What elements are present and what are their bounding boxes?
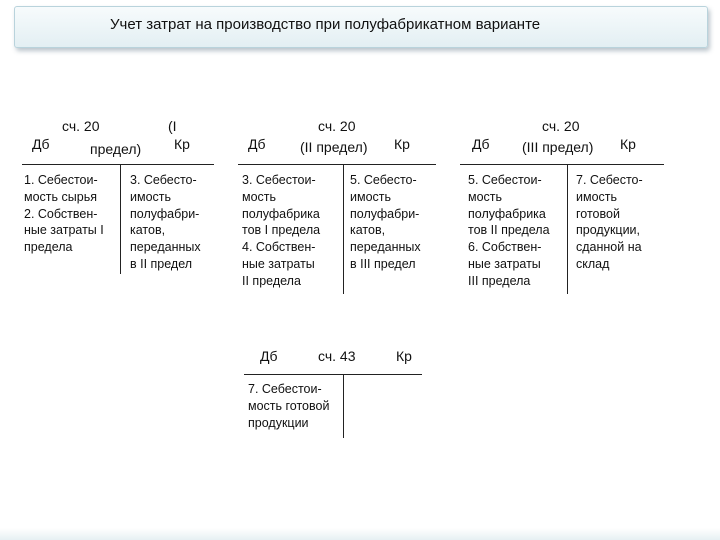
t-account-horizontal-line [238,164,436,165]
debit-label: Дб [248,136,266,152]
debit-label: Дб [472,136,490,152]
t-account-horizontal-line [460,164,664,165]
credit-label: Кр [396,348,412,364]
debit-label: Дб [260,348,278,364]
t-account-vertical-line [343,374,344,438]
account-number: сч. 20 [542,118,580,134]
t-account-horizontal-line [244,374,422,375]
account-number: сч. 20 [318,118,356,134]
account-number: сч. 43 [318,348,356,364]
credit-label: Кр [620,136,636,152]
debit-entries: 7. Себестои- мость готовой продукции [248,382,330,430]
stage-label: (II предел) [300,139,368,155]
t-account-vertical-line [567,164,568,294]
account-number: сч. 20 [62,118,100,134]
t-account-vertical-line [343,164,344,294]
debit-entries: 3. Себестои- мость полуфабрика тов I предела 4. Собствен- ные затраты II предела [242,173,321,288]
stage-label: предел) [90,141,142,157]
credit-label: Кр [174,136,190,152]
t-account-horizontal-line [22,164,214,165]
debit-entries: 1. Себестои- мость сырья 2. Собствен- ные затраты I предела [24,173,104,255]
credit-entries: 5. Себесто- имость полуфабри- катов, переданных в III предел [350,173,421,271]
debit-entries: 5. Себестои- мость полуфабрика тов II предела 6. Собствен- ные затраты III предела [468,173,550,288]
slide-title: Учет затрат на производство при полуфабрикатном варианте [110,16,541,33]
stage-paren: (I [168,118,177,134]
credit-entries: 7. Себесто- имость готовой продукции, сданной на склад [576,173,643,271]
bottom-decor-strip [0,528,720,540]
credit-entries: 3. Себесто- имость полуфабри- катов, переданных в II предел [130,173,201,271]
stage-label: (III предел) [522,139,594,155]
credit-label: Кр [394,136,410,152]
debit-label: Дб [32,136,50,152]
t-account-vertical-line [120,164,121,274]
